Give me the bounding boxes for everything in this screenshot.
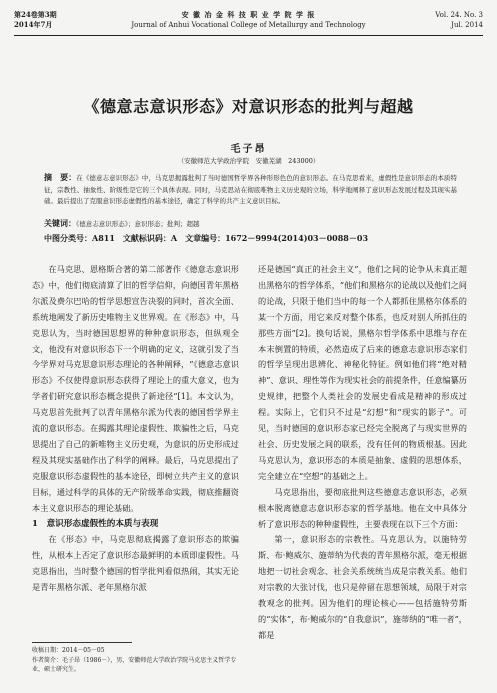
keywords-label: 关键词： [44,218,76,228]
abstract-text: 在《德意志意识形态》中，马克思揭露批判了当时德国哲学界各种形形色色的意识形态。在马克思看来，虚假性是意识形态的本质特征，宗教性、抽象性、阶级性是它的三个具体表现。同时，马克思站在彻底唯物主义历史观的立场，科学地阐释了意识形态发展过程及其现实基础。最后提出了克服意识形态虚假性的基本途径，确定了科学的共产主义意识目标。 [44,174,458,205]
issue-cn: 第24卷第3期 [14,10,57,19]
volume-en: Vol. 24. No. 3 [435,11,483,19]
classification-line: 中图分类号：A811 文献标识码：A 文章编号：1672－9994(2014)03－0088－03 [44,233,369,243]
footnote [32,646,239,675]
header-right [435,10,483,30]
section-paragraph: 在《形态》中，马克思彻底揭露了意识形态的欺骗性，从根本上否定了意识形态最鲜明的本质即虚假性。马克思指出，当时整个德国的哲学批判看似热闹，其实无论是青年黑格尔派、老年黑格尔派 [32,534,239,593]
date-en: Jul. 2014 [451,21,483,29]
running-header [14,8,483,32]
author-affiliation: （安徽师范大学政治学院 安徽芜湖 243000） [177,157,320,165]
section-heading: 1 意识形态虚假性的本质与表现 [32,518,159,529]
received-date: 收稿日期：2014－05－05 [32,647,105,654]
header-center [14,10,483,30]
body-paragraph: 第一，意识形态的宗教性。马克思认为，以施特劳斯、布·鲍威尔、施蒂纳为代表的青年黑格尔派，毫无根据地把一切社会观念、社会关系统统当成是宗教关系。他们对宗教的大张讨伐，也只是停留在思想领域，局限于对宗教观念的批判。因为他们的理论核心——包括施特劳斯的“实体”，布·鲍威尔的“自我意识”，施蒂纳的“唯一者”，都是 [258,534,467,640]
article-title: 《德意志意识形态》对意识形态的批判与超越 [83,97,414,116]
body-paragraph: 还是德国“真正的社会主义”，他们之间的论争从未真正超出黑格尔的哲学体系，“他们和黑格尔的论战以及他们之间的论战，只限于他们当中的每一个人都抓住黑格尔体系的某一个方面，用它来反对整个体系，也反对别人所抓住的那些方面”[2]。换句话说，黑格尔哲学体系中思维与存在本末倒置的特质，必然造成了后来的德意志意识形态家们的哲学呈现出思辨化、神秘化特征。例如他们将“绝对精神”、意识、理性等作为现实社会的前提条件，任意编纂历史规律，把整个人类社会的发展史看成是精神的形成过程。实际上，它们只不过是“幻想”和“现实的影子”。可见，当时德国的意识形态家已经完全脱离了与现实世界的社会、历史发展之间的联系，没有任何的物质根基。因此马克思认为，意识形态的本质是抽象、虚假的思想体系，完全建立在“空想”的基础之上。 [258,264,467,481]
author-name: 毛子昂 [230,144,267,155]
right-column [258,262,467,644]
abstract [44,172,457,208]
header-rule [14,35,483,36]
author-bio: 作者简介：毛子昂（1986－），男，安徽师范大学政治学院马克思主义哲学专业，硕士研究生。 [32,656,237,673]
date-cn: 2014年7月 [14,20,53,29]
left-column [32,262,239,596]
keywords-text: 《德意志意识形态》；意识形态；批判；超越 [76,220,200,228]
journal-name-en: Journal of Anhui Vocational College of Metallurgy and Technology [131,21,366,29]
intro-paragraph: 在马克思、恩格斯合著的第二部著作《德意志意识形态》中，他们彻底清算了旧的哲学信仰，向德国青年黑格尔派及费尔巴哈的哲学思想宣告决裂的同时，首次全面、系统地阐发了新历史唯物主义世界观。在《形态》中，马克思认为，当时德国思想界的种种意识形态，但纵观全文，他没有对意识形态下一个明确的定义，这就引发了当今学界对马克思意识形态理论的各种阐释，“《德意志意识形态》不仅使得意识形态获得了理论上的重大意义，也为学者们研究意识形态概念提供了新途径”[1]。本文认为，马克思首先批判了以青年黑格尔派为代表的德国哲学界主流的意识形态。在揭露其理论虚假性、欺骗性之后，马克思提出了自己的新唯物主义历史观，为意识的历史形成过程及其现实基础作出了科学的阐释。最后，马克思提出了克服意识形态虚假性的基本途径，即树立共产主义的意识目标，通过科学的具体的无产阶级革命实践，彻底推翻资本主义意识形态的理论基础。 [32,264,239,513]
body-paragraph: 马克思指出，要彻底批判这些德意志意识形态，必须根本脱离德意志意识形态家的哲学基地。他在文中具体分析了意识形态的种种虚假性，主要表现在以下三个方面： [258,486,467,529]
footnote-rule [32,642,132,643]
keywords [44,218,457,229]
abstract-label: 摘 要： [44,172,77,182]
journal-name-cn: 安 徽 冶 金 科 技 职 业 学 院 学 报 [181,10,316,19]
